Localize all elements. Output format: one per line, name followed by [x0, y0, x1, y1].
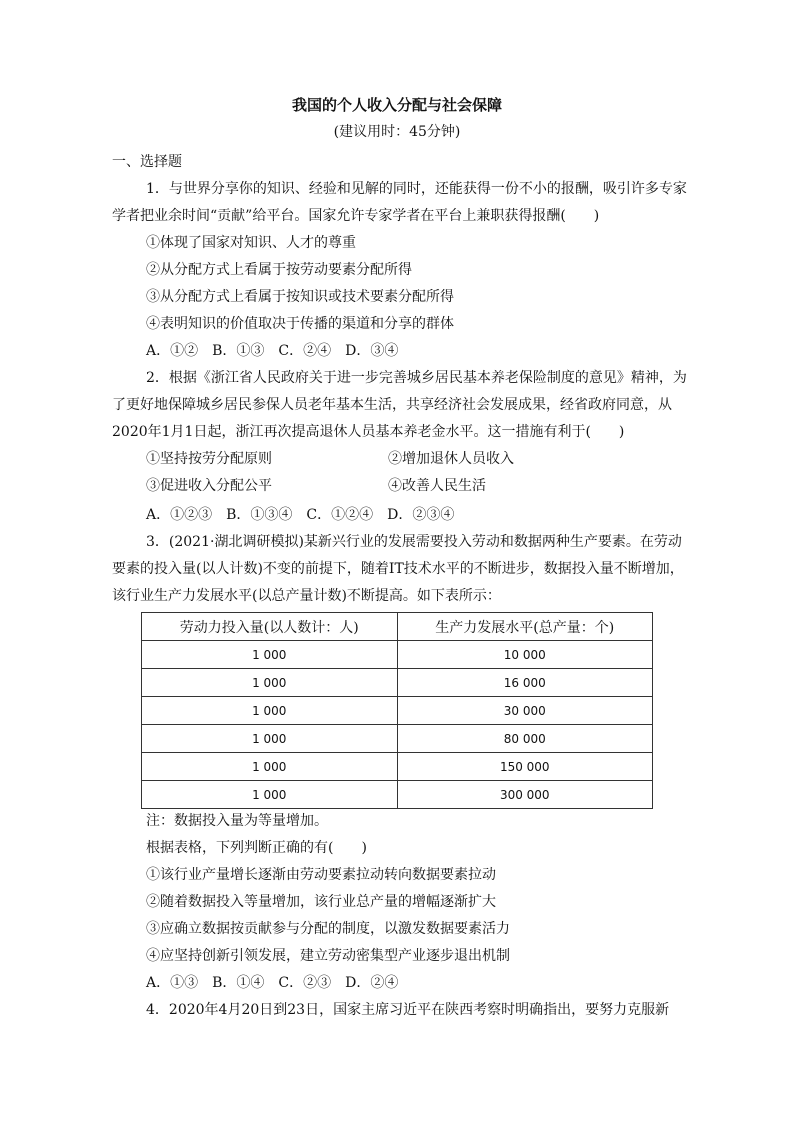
q2-text-line-2: 了更好地保障城乡居民参保人员老年基本生活，共享经济社会发展成果，经省政府同意，从 [112, 397, 672, 413]
q2-text-line-3: 2020年1月1日起，浙江再次提高退休人员基本养老金水平。这一措施有利于( ) [112, 424, 625, 440]
q4-text-line-1: 4．2020年4月20日到23日，国家主席习近平在陕西考察时明确指出，要努力克服新 [146, 1002, 670, 1018]
q1-answer-choices: A．①② B．①③ C．②④ D．③④ [146, 343, 399, 359]
q1-text-line-2: 学者把业余时间“贡献”给平台。国家允许专家学者在平台上兼职获得报酬( ) [112, 208, 600, 224]
q2-option-1: ①坚持按劳分配原则 [146, 451, 272, 467]
q3-option-3: ③应确立数据按贡献参与分配的制度，以激发数据要素活力 [146, 921, 510, 937]
table-cell: 300 000 [397, 781, 653, 809]
page-subtitle: (建议用时：45分钟) [333, 124, 461, 140]
table-cell: 16 000 [397, 669, 653, 697]
q2-option-3: ③促进收入分配公平 [146, 478, 272, 494]
table-row [142, 641, 653, 669]
q3-answer-choices: A．①③ B．①④ C．②③ D．②④ [146, 975, 399, 991]
q2-answer-choices: A．①②③ B．①③④ C．①②④ D．②③④ [146, 507, 455, 523]
table-cell: 1 000 [142, 753, 398, 781]
q3-option-4: ④应坚持创新引领发展，建立劳动密集型产业逐步退出机制 [146, 948, 510, 964]
data-table [141, 612, 653, 809]
q2-option-4: ④改善人民生活 [388, 478, 486, 494]
table-header-output: 生产力发展水平(总产量：个) [397, 613, 653, 641]
table-cell: 1 000 [142, 697, 398, 725]
table-row [142, 781, 653, 809]
table-cell: 80 000 [397, 725, 653, 753]
q1-option-3: ③从分配方式上看属于按知识或技术要素分配所得 [146, 289, 454, 305]
q3-option-2: ②随着数据投入等量增加，该行业总产量的增幅逐渐扩大 [146, 894, 496, 910]
q1-text-line-1: 1．与世界分享你的知识、经验和见解的同时，还能获得一份不小的报酬，吸引许多专家 [146, 181, 687, 197]
page-title: 我国的个人收入分配与社会保障 [291, 96, 502, 114]
table-row [142, 697, 653, 725]
table-header-labor: 劳动力投入量(以人数计：人) [142, 613, 398, 641]
q1-option-1: ①体现了国家对知识、人才的尊重 [146, 235, 356, 251]
q3-text-line-2: 要素的投入量(以人计数)不变的前提下，随着IT技术水平的不断进步，数据投入量不断增加， [112, 561, 684, 577]
table-row [142, 669, 653, 697]
table-cell: 1 000 [142, 641, 398, 669]
table-cell: 1 000 [142, 781, 398, 809]
section-heading: 一、选择题 [112, 154, 182, 170]
q2-option-2: ②增加退休人员收入 [388, 451, 514, 467]
table-cell: 1 000 [142, 725, 398, 753]
table-cell: 30 000 [397, 697, 653, 725]
table-header-row [142, 613, 653, 641]
table-cell: 10 000 [397, 641, 653, 669]
q1-option-2: ②从分配方式上看属于按劳动要素分配所得 [146, 262, 412, 278]
q3-text-line-1: 3．(2021·湖北调研模拟)某新兴行业的发展需要投入劳动和数据两种生产要素。在劳动 [146, 534, 682, 550]
q1-option-4: ④表明知识的价值取决于传播的渠道和分享的群体 [146, 316, 454, 332]
table-cell: 150 000 [397, 753, 653, 781]
q3-text-line-3: 该行业生产力发展水平(以总产量计数)不断提高。如下表所示： [112, 588, 501, 604]
table-row [142, 753, 653, 781]
table-cell: 1 000 [142, 669, 398, 697]
q2-text-line-1: 2．根据《浙江省人民政府关于进一步完善城乡居民基本养老保险制度的意见》精神，为 [146, 370, 687, 386]
q3-table-note: 注：数据投入量为等量增加。 [146, 813, 328, 829]
q3-option-1: ①该行业产量增长逐渐由劳动要素拉动转向数据要素拉动 [146, 867, 496, 883]
table-row [142, 725, 653, 753]
q3-prompt: 根据表格，下列判断正确的有( ) [146, 840, 367, 856]
